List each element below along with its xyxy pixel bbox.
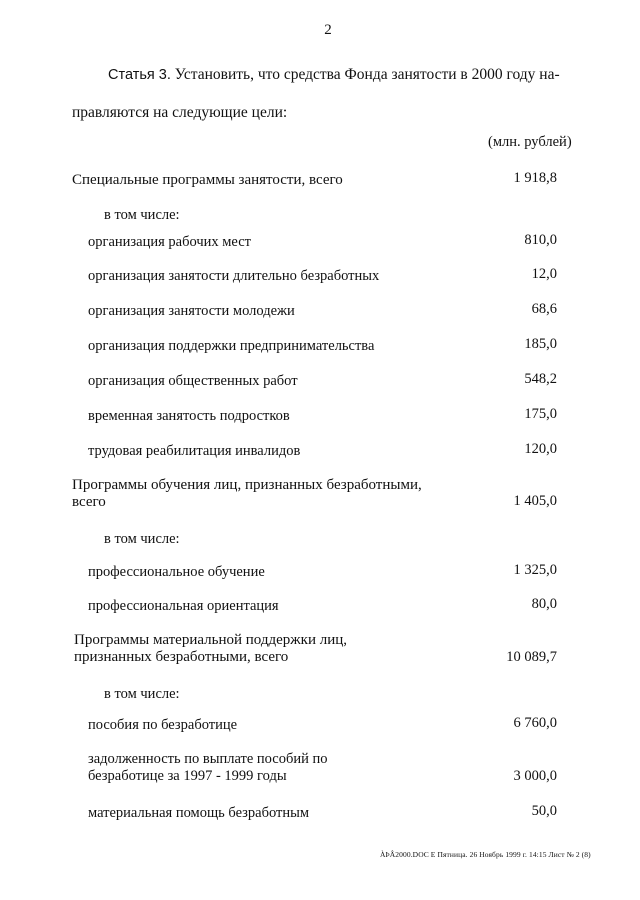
item-value: 50,0 [531, 803, 557, 819]
item-value: 68,6 [531, 301, 557, 317]
section-total: 10 089,7 [506, 649, 557, 665]
item-label: пособия по безработице [88, 717, 238, 733]
item-label: организация поддержки предпринимательства [88, 338, 375, 354]
subheading: в том числе: [104, 531, 180, 547]
item-label: профессиональная ориентация [88, 598, 279, 614]
subheading: в том числе: [104, 686, 180, 702]
section-title: всего [72, 494, 106, 510]
item-value: 185,0 [524, 336, 557, 352]
intro-text-1: Установить, что средства Фонда занятости в 2000 году на- [174, 66, 560, 83]
intro-line-1 [108, 66, 560, 84]
item-value: 12,0 [531, 266, 557, 282]
section-total: 1 918,8 [513, 170, 557, 186]
item-label: трудовая реабилитация инвалидов [88, 443, 301, 459]
units-label: (млн. рублей) [488, 134, 572, 150]
item-label: материальная помощь безработным [88, 805, 310, 821]
intro-line-2: правляются на следующие цели: [72, 104, 288, 121]
item-value: 548,2 [524, 371, 557, 387]
item-value: 120,0 [524, 441, 557, 457]
item-value: 3 000,0 [513, 768, 557, 784]
item-value: 810,0 [524, 232, 557, 248]
page-number: 2 [324, 22, 332, 38]
item-label: организация рабочих мест [88, 234, 251, 250]
item-label: организация занятости молодежи [88, 303, 295, 319]
item-label: профессиональное обучение [88, 564, 265, 580]
item-label: временная занятость подростков [88, 408, 290, 424]
section-title: признанных безработными, всего [74, 649, 289, 665]
section-title: Специальные программы занятости, всего [72, 172, 343, 188]
section-total: 1 405,0 [513, 493, 557, 509]
section-title: Программы обучения лиц, признанных безработными, [72, 477, 422, 493]
section-title: Программы материальной поддержки лиц, [74, 632, 348, 648]
document-footer: ÀÞÂ2000.DOC Е Пятница. 26 Ноябрь 1999 г. 14:15 Лист № 2 (8) [380, 850, 591, 859]
item-value: 1 325,0 [513, 562, 557, 578]
item-value: 175,0 [524, 406, 557, 422]
article-label: Статья 3. [108, 67, 171, 83]
item-label: задолженность по выплате пособий по [88, 751, 328, 767]
item-label: безработице за 1997 - 1999 годы [88, 768, 287, 784]
subheading: в том числе: [104, 207, 180, 223]
item-value: 6 760,0 [513, 715, 557, 731]
item-label: организация занятости длительно безработных [88, 268, 380, 284]
item-label: организация общественных работ [88, 373, 298, 389]
item-value: 80,0 [531, 596, 557, 612]
